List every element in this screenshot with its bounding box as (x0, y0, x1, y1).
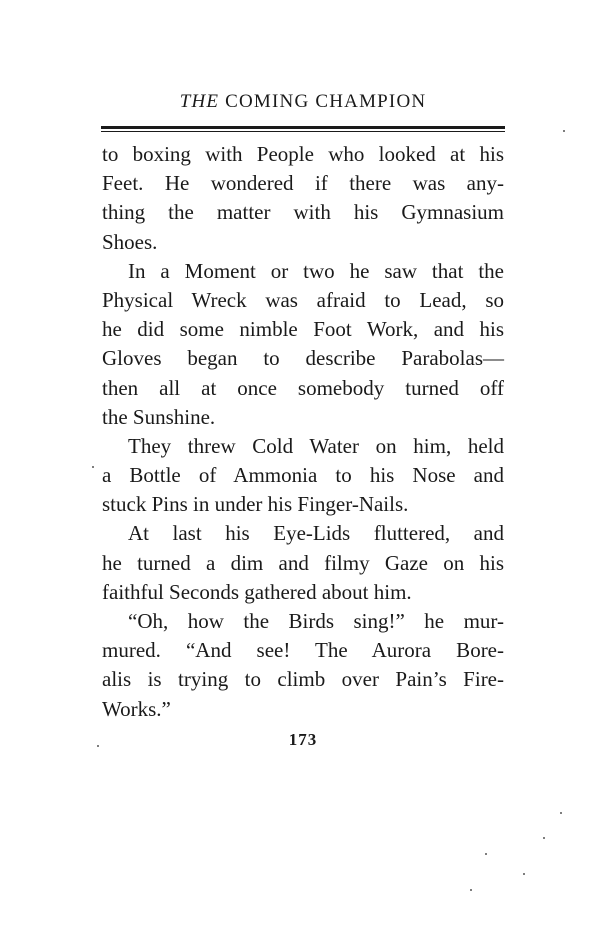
text-line: then all at once somebody turned off (102, 375, 504, 400)
scan-speck (523, 873, 525, 875)
text-line: thing the matter with his Gymnasium (102, 200, 504, 225)
text-line: he turned a dim and filmy Gaze on his (102, 550, 504, 575)
text-line: mured. “And see! The Aurora Bore- (102, 638, 504, 663)
text-line: They threw Cold Water on him, held (128, 433, 504, 458)
scan-speck (563, 130, 565, 132)
text-line: the Sunshine. (102, 404, 216, 429)
text-line: In a Moment or two he saw that the (128, 258, 504, 283)
header-rule-thin (101, 131, 505, 132)
text-line: Feet. He wondered if there was any- (102, 171, 504, 196)
scan-speck (485, 853, 487, 855)
running-head-article: THE (179, 91, 220, 112)
text-line: Works.” (102, 696, 171, 721)
text-line: stuck Pins in under his Finger-Nails. (102, 492, 409, 517)
running-head-title: COMING CHAMPION (225, 91, 427, 112)
text-line: Gloves began to describe Parabolas— (102, 346, 504, 371)
text-line: alis is trying to climb over Pain’s Fire- (102, 667, 504, 692)
text-line: he did some nimble Foot Work, and his (102, 317, 504, 342)
text-line: Physical Wreck was afraid to Lead, so (102, 287, 504, 312)
text-line: a Bottle of Ammonia to his Nose and (102, 463, 504, 488)
scan-speck (560, 812, 562, 814)
scan-speck (92, 466, 94, 468)
text-line: Shoes. (102, 229, 158, 254)
scan-speck (470, 889, 472, 891)
text-line: At last his Eye-Lids fluttered, and (128, 521, 504, 546)
scan-speck (543, 837, 545, 839)
body-text (102, 140, 504, 724)
header-rule-thick (101, 126, 505, 129)
page-number: 173 (288, 730, 318, 749)
text-line: faithful Seconds gathered about him. (102, 579, 412, 604)
text-line: “Oh, how the Birds sing!” he mur- (128, 609, 504, 633)
text-line: to boxing with People who looked at his (102, 142, 504, 166)
scan-speck (97, 745, 99, 747)
running-head (102, 90, 504, 114)
